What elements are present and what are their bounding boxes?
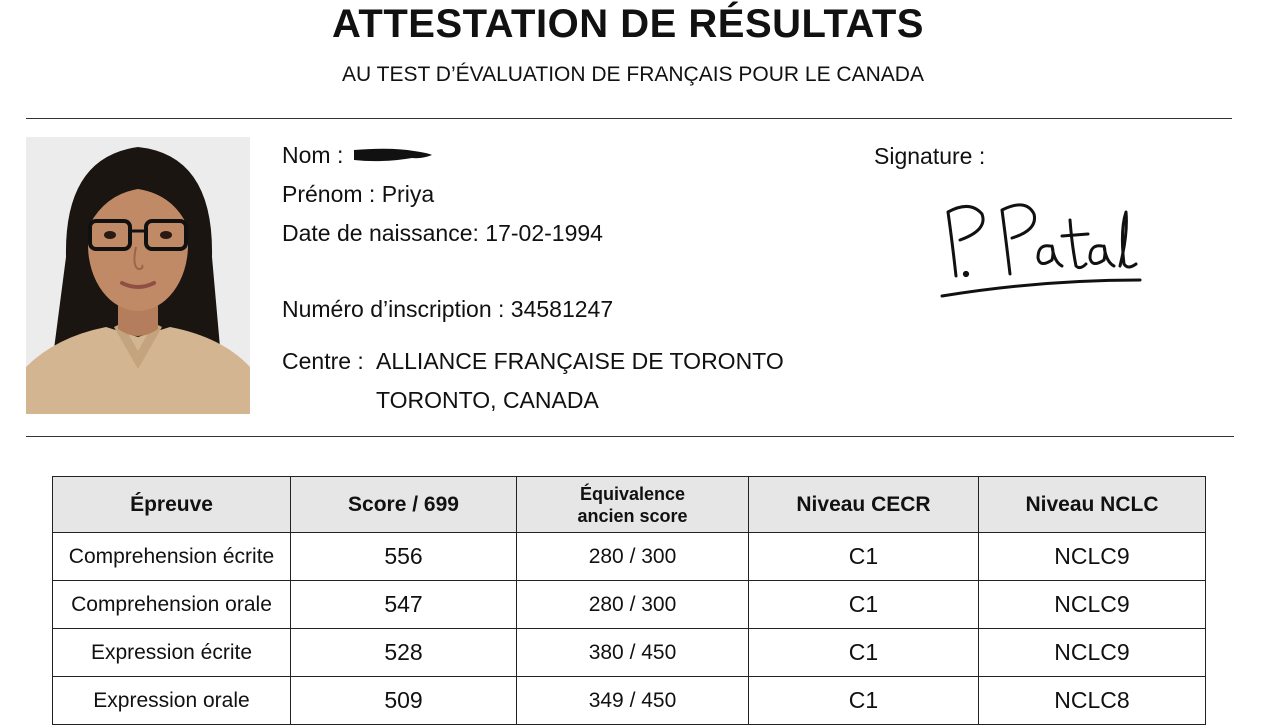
header-score: Score / 699	[291, 477, 517, 533]
table-row	[53, 581, 1206, 629]
table-row	[53, 533, 1206, 581]
cell-nclc: NCLC9	[979, 533, 1206, 581]
header-nclc: Niveau NCLC	[979, 477, 1206, 533]
cell-cecr: C1	[749, 581, 979, 629]
results-table	[52, 476, 1206, 725]
header-epreuve: Épreuve	[53, 477, 291, 533]
cell-cecr: C1	[749, 629, 979, 677]
cell-nclc: NCLC8	[979, 677, 1206, 725]
cell-score: 547	[291, 581, 517, 629]
cell-score: 556	[291, 533, 517, 581]
document-title: ATTESTATION DE RÉSULTATS	[332, 2, 924, 46]
cell-epreuve: Expression orale	[53, 677, 291, 725]
header-equivalence	[517, 477, 749, 533]
date-naissance-field: Date de naissance: 17-02-1994	[282, 220, 603, 246]
table-row	[53, 677, 1206, 725]
header-cecr: Niveau CECR	[749, 477, 979, 533]
cell-equivalence: 349 / 450	[517, 677, 749, 725]
document-subtitle: AU TEST D’ÉVALUATION DE FRANÇAIS POUR LE CANADA	[342, 63, 924, 86]
cell-equivalence: 280 / 300	[517, 533, 749, 581]
cell-equivalence: 380 / 450	[517, 629, 749, 677]
header-equivalence-line-1: Équivalence	[579, 483, 686, 504]
cell-equivalence: 280 / 300	[517, 581, 749, 629]
centre-line-2: TORONTO, CANADA	[376, 387, 599, 413]
cell-nclc: NCLC9	[979, 629, 1206, 677]
cell-epreuve: Comprehension écrite	[53, 533, 291, 581]
bottom-divider	[26, 436, 1234, 437]
nom-label: Nom :	[282, 142, 344, 168]
signature-label: Signature :	[874, 143, 986, 169]
cell-epreuve: Expression écrite	[53, 629, 291, 677]
centre-label: Centre :	[282, 348, 364, 374]
redaction-mark	[352, 147, 434, 163]
cell-cecr: C1	[749, 677, 979, 725]
cell-nclc: NCLC9	[979, 581, 1206, 629]
nom-field	[282, 142, 434, 169]
prenom-field: Prénom : Priya	[282, 181, 435, 207]
candidate-photo	[26, 137, 250, 414]
cell-score: 528	[291, 629, 517, 677]
top-divider	[26, 118, 1232, 119]
cell-cecr: C1	[749, 533, 979, 581]
table-row	[53, 629, 1206, 677]
handwritten-signature	[930, 190, 1160, 310]
table-header-row	[53, 477, 1206, 533]
numero-inscription-field: Numéro d’inscription : 34581247	[282, 296, 614, 322]
cell-score: 509	[291, 677, 517, 725]
cell-epreuve: Comprehension orale	[53, 581, 291, 629]
header-equivalence-line-2: ancien score	[577, 505, 688, 526]
centre-line-1: ALLIANCE FRANÇAISE DE TORONTO	[376, 348, 784, 374]
